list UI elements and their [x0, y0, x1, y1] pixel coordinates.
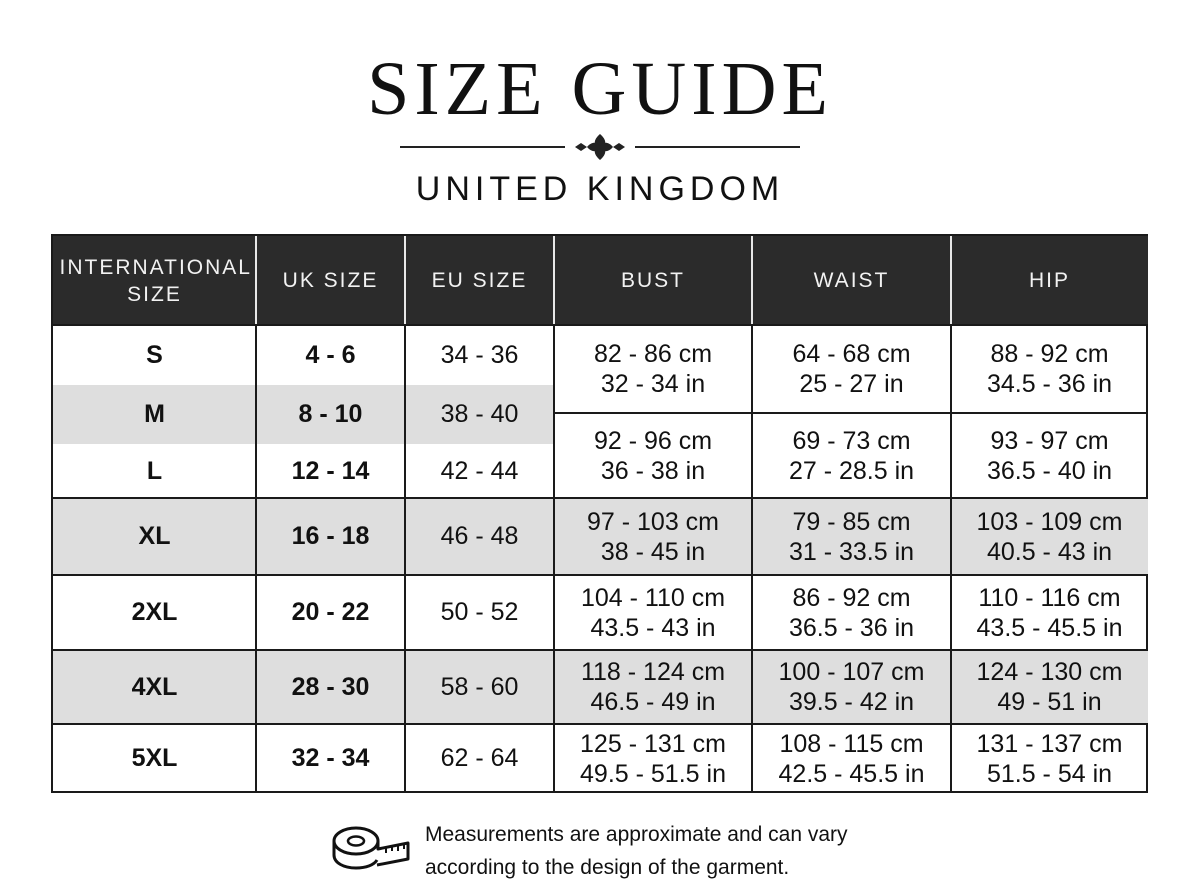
row-divider: [53, 497, 1148, 499]
header-eu: [405, 236, 554, 325]
bust-cm: 97 - 103 cm: [586, 507, 719, 536]
uk-size-cell: 8 - 10: [298, 400, 363, 428]
bust-cell: [554, 575, 752, 650]
bust-cm: 118 - 124 cm: [580, 658, 726, 686]
hip-cm: 88 - 92 cm: [990, 340, 1109, 368]
hip-cm: 93 - 97 cm: [990, 426, 1109, 455]
header-uk-label: UK SIZE: [282, 269, 379, 292]
waist-in: 27 - 28.5 in: [788, 456, 915, 485]
bust-cell: [554, 413, 752, 498]
row-divider: [553, 412, 1148, 414]
waist-cm: 108 - 115 cm: [779, 729, 924, 758]
hip-in: 34.5 - 36 in: [986, 370, 1113, 398]
waist-cell: [752, 650, 951, 724]
hip-in: 36.5 - 40 in: [986, 456, 1113, 485]
header-waist: [752, 236, 951, 325]
hip-cm: 124 - 130 cm: [976, 658, 1123, 686]
header-international: [53, 236, 256, 325]
bust-in: 43.5 - 43 in: [590, 613, 716, 642]
row-divider: [53, 723, 1148, 725]
header-divider: [751, 236, 753, 325]
header-uk: [256, 236, 405, 325]
row-divider: [53, 574, 1148, 576]
bust-cm: 92 - 96 cm: [593, 426, 713, 455]
eu-size-cell: 42 - 44: [440, 456, 519, 485]
header-divider: [950, 236, 952, 325]
waist-cell: [752, 575, 951, 650]
hip-cm: 103 - 109 cm: [976, 507, 1123, 536]
hip-cm: 131 - 137 cm: [976, 729, 1123, 758]
intl-size-cell: 5XL: [131, 744, 178, 772]
hip-cell: [951, 724, 1148, 793]
bust-in: 32 - 34 in: [600, 370, 706, 398]
bust-cm: 125 - 131 cm: [580, 729, 726, 758]
eu-size-cell: 58 - 60: [440, 672, 519, 701]
bust-in: 36 - 38 in: [600, 456, 706, 485]
header-bust-label: BUST: [620, 269, 685, 292]
eu-size-cell: 46 - 48: [440, 522, 519, 550]
uk-size-cell: 32 - 34: [291, 744, 370, 772]
page-title: SIZE GUIDE: [367, 47, 833, 131]
hip-cell: [951, 650, 1148, 724]
intl-size-cell: L: [146, 456, 163, 485]
waist-in: 36.5 - 36 in: [788, 613, 915, 642]
uk-size-cell: 16 - 18: [291, 522, 370, 550]
hip-in: 49 - 51 in: [997, 688, 1102, 716]
intl-size-cell: XL: [138, 522, 171, 550]
bust-in: 46.5 - 49 in: [590, 688, 716, 716]
header-bust: [554, 236, 752, 325]
bust-in: 49.5 - 51.5 in: [580, 759, 726, 788]
eu-size-cell: 38 - 40: [440, 400, 519, 428]
waist-cell: [752, 724, 951, 793]
uk-size-cell: 20 - 22: [291, 598, 370, 626]
hip-cell: [951, 325, 1148, 413]
eu-size-cell: 50 - 52: [440, 598, 519, 626]
waist-cell: [752, 325, 951, 413]
measuring-tape-icon: [330, 823, 412, 875]
eu-size-cell: 62 - 64: [440, 744, 519, 772]
waist-in: 25 - 27 in: [799, 370, 904, 398]
waist-in: 39.5 - 42 in: [788, 688, 915, 716]
bust-cell: [554, 325, 752, 413]
header-divider: [404, 236, 406, 325]
fleur-ornament-icon: [400, 132, 800, 162]
size-table: [51, 234, 1148, 793]
intl-size-cell: 2XL: [131, 598, 178, 626]
hip-cm: 110 - 116 cm: [978, 583, 1121, 612]
uk-size-cell: 28 - 30: [291, 672, 370, 701]
footer-note-line2: according to the design of the garment.: [425, 856, 790, 879]
header-hip: [951, 236, 1148, 325]
header-divider: [553, 236, 555, 325]
bust-in: 38 - 45 in: [600, 537, 706, 566]
waist-cell: [752, 498, 951, 575]
intl-size-cell: M: [144, 400, 165, 428]
header-divider: [255, 236, 257, 325]
bust-cell: [554, 724, 752, 793]
intl-size-cell: S: [146, 340, 163, 369]
hip-in: 40.5 - 43 in: [986, 537, 1113, 566]
hip-in: 51.5 - 54 in: [986, 759, 1113, 788]
footer-note-line1: Measurements are approximate and can vary: [425, 823, 848, 846]
bust-cm: 104 - 110 cm: [580, 583, 726, 612]
footer-note: [425, 818, 848, 884]
bust-cell: [554, 498, 752, 575]
uk-size-cell: 12 - 14: [291, 456, 370, 485]
waist-cm: 64 - 68 cm: [792, 340, 911, 368]
header-eu-label: EU SIZE: [431, 269, 528, 292]
header-waist-label: WAIST: [813, 269, 890, 292]
waist-cm: 100 - 107 cm: [778, 658, 925, 686]
waist-cell: [752, 413, 951, 498]
page-subtitle: UNITED KINGDOM: [415, 170, 785, 208]
intl-size-cell: 4XL: [131, 672, 178, 701]
header-international-label: INTERNATIONAL SIZE: [59, 255, 252, 306]
uk-size-cell: 4 - 6: [305, 340, 356, 369]
hip-cell: [951, 413, 1148, 498]
waist-cm: 79 - 85 cm: [792, 507, 911, 536]
waist-in: 42.5 - 45.5 in: [778, 759, 925, 788]
waist-in: 31 - 33.5 in: [788, 537, 915, 566]
header-hip-label: HIP: [1028, 269, 1070, 292]
hip-cell: [951, 575, 1148, 650]
hip-cell: [951, 498, 1148, 575]
eu-size-cell: 34 - 36: [440, 340, 519, 369]
waist-cm: 86 - 92 cm: [792, 583, 911, 612]
hip-in: 43.5 - 45.5 in: [976, 613, 1123, 642]
row-divider: [53, 649, 1148, 651]
row-divider: [53, 324, 1148, 326]
bust-cell: [554, 650, 752, 724]
waist-cm: 69 - 73 cm: [792, 426, 911, 455]
bust-cm: 82 - 86 cm: [593, 340, 713, 368]
